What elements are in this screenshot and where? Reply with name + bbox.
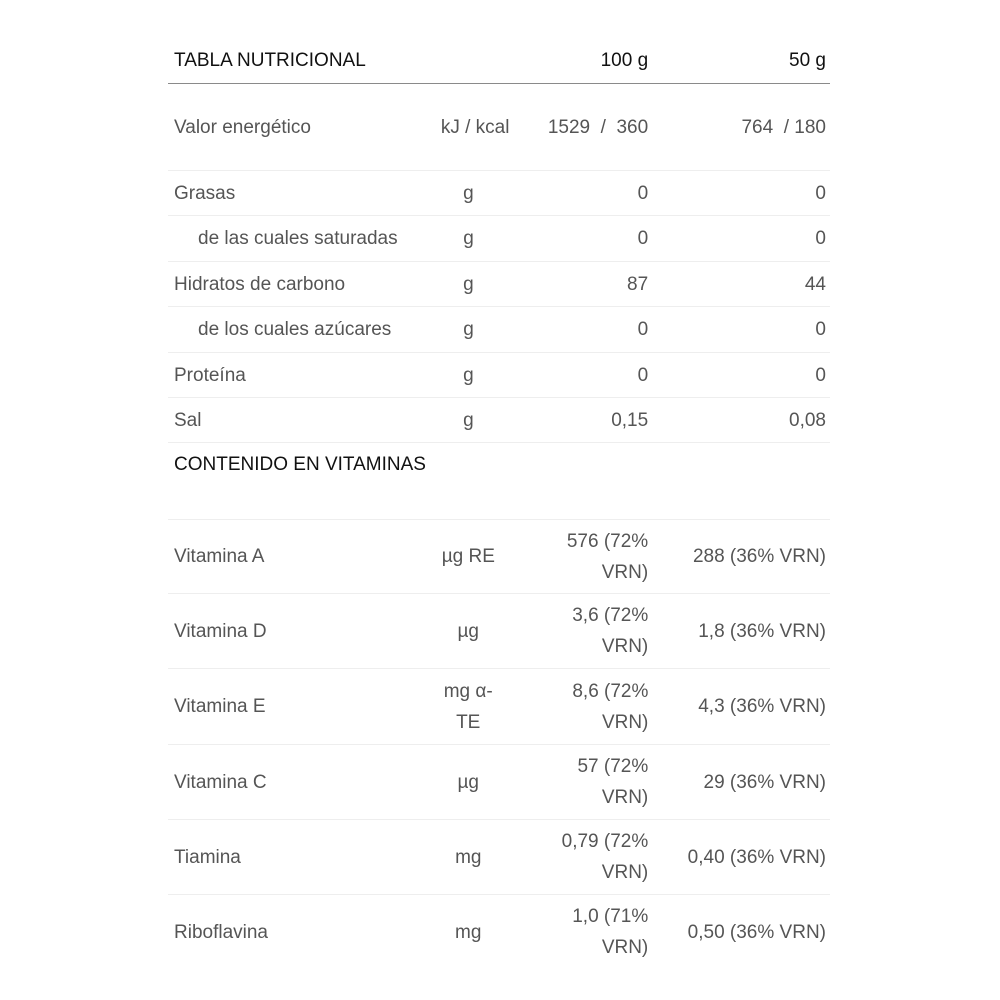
value-50g: 764 / 180 (741, 116, 826, 138)
table-row (168, 307, 830, 353)
vitamin-name: Vitamina C (174, 771, 267, 793)
nutrient-unit: g (463, 228, 474, 249)
vitamin-value-100g: 1,0 (71% VRN) (572, 906, 649, 958)
nutrient-unit: g (463, 319, 474, 340)
vitamin-name: Vitamina A (174, 546, 265, 567)
table-row (168, 171, 830, 216)
value-100g: 0 (637, 364, 649, 386)
nutrient-name: Sal (174, 409, 202, 431)
value-100g: 0 (637, 228, 649, 249)
table-row (168, 262, 830, 307)
vitamin-value-100g: 8,6 (72% VRN) (572, 680, 649, 733)
nutrient-name: Grasas (174, 182, 236, 204)
vitamin-value-50g: 29 (36% VRN) (703, 771, 826, 793)
vitamin-unit: µg (457, 771, 479, 793)
vitamin-value-100g: 0,79 (72% VRN) (561, 831, 649, 883)
value-50g: 0 (815, 319, 826, 340)
vitamin-unit: µg (457, 620, 479, 642)
table-header (168, 38, 830, 84)
value-100g: 0 (637, 319, 649, 340)
vitamin-value-50g: 0,50 (36% VRN) (687, 921, 826, 943)
table-row (168, 820, 830, 895)
vitamin-value-50g: 4,3 (36% VRN) (698, 696, 827, 717)
value-50g: 0 (815, 228, 826, 249)
nutrient-name: Proteína (174, 364, 246, 386)
vitamin-value-50g: 0,40 (36% VRN) (687, 846, 827, 868)
section-title: CONTENIDO EN VITAMINAS (174, 454, 426, 475)
table-row (168, 520, 830, 594)
value-50g: 44 (804, 273, 826, 295)
nutrient-unit: g (463, 182, 474, 204)
table-row (168, 398, 830, 443)
vitamin-unit: mg (455, 846, 482, 868)
nutrition-table (168, 38, 830, 969)
value-50g: 0 (815, 182, 826, 204)
value-100g: 0 (637, 182, 649, 204)
vitamins-section (168, 443, 830, 520)
nutrient-unit: g (463, 409, 474, 431)
table-row (168, 895, 830, 969)
nutrient-unit: kJ / kcal (440, 116, 510, 138)
value-100g: 87 (627, 273, 649, 295)
value-100g: 1529 / 360 (547, 116, 649, 138)
nutrient-name: de los cuales azúcares (198, 319, 392, 340)
table-row (168, 745, 830, 820)
table-row (168, 594, 830, 669)
column-header-100g: 100 g (600, 50, 649, 71)
unit-column-header (433, 72, 510, 83)
table-row (168, 216, 830, 262)
table-row (168, 84, 830, 171)
nutrient-name: Valor energético (174, 116, 311, 138)
vitamin-value-100g: 3,6 (72% VRN) (572, 605, 649, 657)
nutrient-unit: g (463, 273, 474, 295)
vitamin-value-100g: 576 (72% VRN) (566, 530, 649, 583)
vitamin-name: Vitamina D (174, 620, 267, 642)
nutrient-name: Hidratos de carbono (174, 273, 346, 295)
table-title: TABLA NUTRICIONAL (174, 50, 366, 71)
nutrient-name: de las cuales saturadas (198, 228, 398, 249)
vitamin-unit: mg α-TE (443, 680, 493, 733)
value-50g: 0,08 (789, 409, 826, 431)
table-row (168, 669, 830, 745)
column-header-50g: 50 g (789, 50, 826, 71)
vitamin-name: Tiamina (174, 846, 241, 868)
nutrient-unit: g (463, 364, 474, 386)
vitamin-value-100g: 57 (72% VRN) (577, 756, 649, 808)
vitamin-unit: µg RE (441, 546, 495, 567)
table-row (168, 353, 830, 398)
vitamin-value-50g: 288 (36% VRN) (692, 546, 826, 567)
vitamin-value-50g: 1,8 (36% VRN) (698, 620, 826, 642)
vitamin-name: Vitamina E (174, 696, 266, 717)
vitamin-name: Riboflavina (174, 921, 268, 943)
value-100g: 0,15 (611, 409, 649, 431)
vitamin-unit: mg (455, 921, 482, 943)
value-50g: 0 (815, 364, 826, 386)
